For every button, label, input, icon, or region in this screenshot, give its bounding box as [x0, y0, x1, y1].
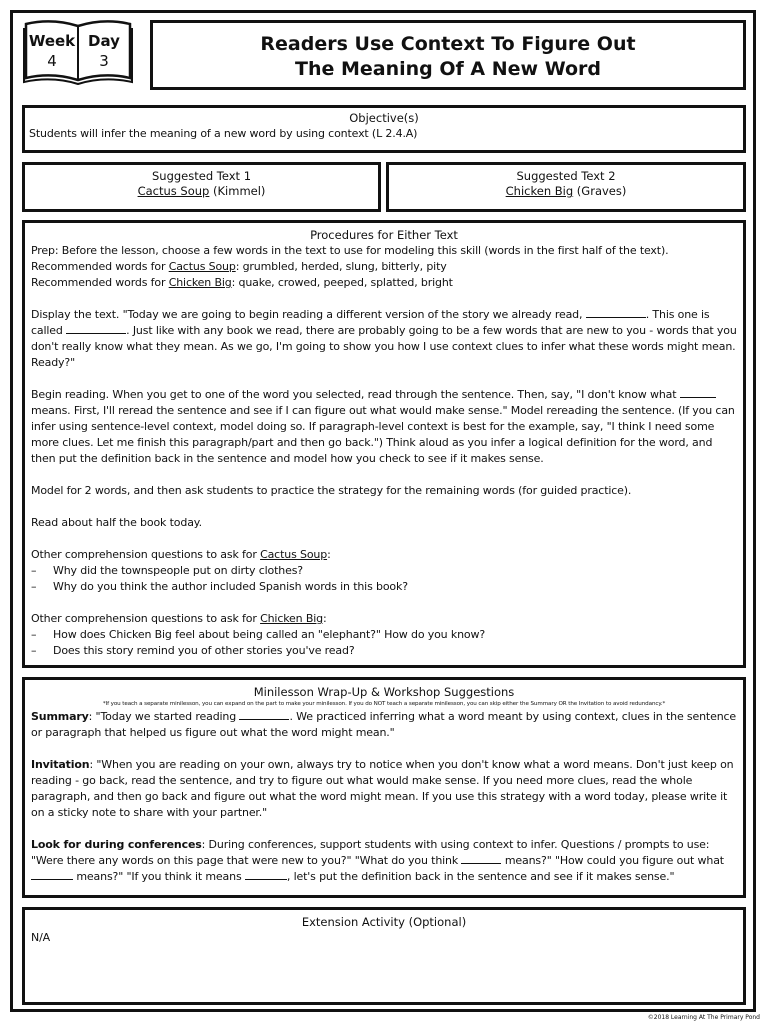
procedures-heading: Procedures for Either Text [310, 228, 458, 242]
prep-text: Prep: Before the lesson, choose a few words in the text to use for modeling this skill (words in the first half of the text). [31, 244, 669, 257]
page-title-line2: The Meaning Of A New Word [295, 58, 601, 80]
extension-box [22, 907, 746, 1005]
suggested-text-2-box [386, 162, 746, 212]
questions-chicken-heading: Other comprehension questions to ask for Chicken Big: [31, 612, 327, 625]
day-label: Day [88, 32, 120, 50]
title-box [150, 20, 746, 90]
summary-paragraph: Summary: "Today we started reading . We practiced inferring what a word meant by using context, clues in the sentence or paragraph that helped us figure out what the word might mean." [31, 710, 737, 739]
wrapup-heading: Minilesson Wrap-Up & Workshop Suggestions [253, 685, 515, 699]
begin-reading-paragraph: Begin reading. When you get to one of the word you selected, read through the sentence. Then, say, "I don't know what means. First, I'll reread the sentence and see if I can figure out what would make sense." Model rereading the sentence. (If you can infer using sentence-level context, model doing so. If paragraph-level context is best for the example, say, "I think I need some more clues. Let me finish this paragraph/part and then go back.") Think aloud as you infer a logical definition for the word, and then put the definition back in the sentence and model how you check to see if it makes sense. [31, 388, 735, 465]
suggested-text-2-heading: Suggested Text 2 [516, 169, 616, 183]
list-item: – Why do you think the author included Spanish words in this book? [31, 580, 408, 593]
objective-heading: Objective(s) [349, 111, 419, 125]
suggested-text-2-title: Chicken Big [505, 184, 574, 198]
day-value: 3 [99, 52, 109, 70]
objective-text: Students will infer the meaning of a new word by using context (L 2.4.A) [29, 127, 418, 140]
read-half-text: Read about half the book today. [31, 516, 202, 529]
suggested-text-1-heading: Suggested Text 1 [151, 169, 252, 183]
list-item: – Why did the townspeople put on dirty clothes? [31, 564, 303, 577]
week-label: Week [28, 32, 76, 50]
invitation-paragraph: Invitation: "When you are reading on your own, always try to notice when you don't know what a word means. Don't just keep on reading - go back, read the sentence, and try to figure out what would make sense. If you need more clues, read the whole paragraph, and then go back and figure out what the word might mean. If you use this strategy with a word today, please write it on a sticky note to share with your partner." [31, 758, 734, 819]
week-value: 4 [47, 52, 57, 70]
objective-box [22, 105, 746, 153]
suggested-text-1-box [22, 162, 381, 212]
questions-cactus-heading: Other comprehension questions to ask for Cactus Soup: [31, 548, 331, 561]
suggested-text-1-author: (Kimmel) [209, 184, 266, 198]
wrapup-box [22, 677, 746, 898]
copyright-footer: ©2018 Learning At The Primary Pond [647, 1014, 760, 1021]
page-title-line1: Readers Use Context To Figure Out [260, 33, 636, 55]
suggested-text-1-title: Cactus Soup [137, 184, 210, 198]
procedures-box [22, 220, 746, 668]
list-item: – Does this story remind you of other stories you've read? [31, 644, 355, 657]
display-text-paragraph: Display the text. "Today we are going to begin reading a different version of the story we already read, . This one is called . Just like with any book we read, there are probably going to be a few words that are new to you - words that you don't really know what they mean. As we go, I'm going to show you how I use context clues to infer what these words might mean. Ready?" [31, 308, 737, 369]
conferences-paragraph: Look for during conferences: During conferences, support students with using context to infer. Questions / prompts to use: "Were there any words on this page that were new to you?" "What do you think means?" "How could you figure out what means?" "If you think it means , let's put the definition back in the sentence and see if it makes sense." [31, 838, 724, 883]
recommended-words-1: Recommended words for Cactus Soup: grumbled, herded, slung, bitterly, pity [31, 260, 447, 273]
extension-text: N/A [31, 931, 51, 944]
extension-heading: Extension Activity (Optional) [301, 915, 467, 929]
recommended-words-2: Recommended words for Chicken Big: quake, crowed, peeped, splatted, bright [31, 276, 453, 289]
model-words-text: Model for 2 words, and then ask students to practice the strategy for the remaining words (for guided practice). [31, 484, 632, 497]
wrapup-note: *If you teach a separate minilesson, you can expand on the part to make your minilesson. If you do NOT teach a separate minilesson, you can skip either the Summary OR the Invitation to avoid redundancy.* [102, 701, 666, 707]
suggested-text-2-author: (Graves) [573, 184, 627, 198]
week-day-book [22, 20, 134, 86]
list-item: – How does Chicken Big feel about being called an "elephant?" How do you know? [31, 628, 486, 641]
